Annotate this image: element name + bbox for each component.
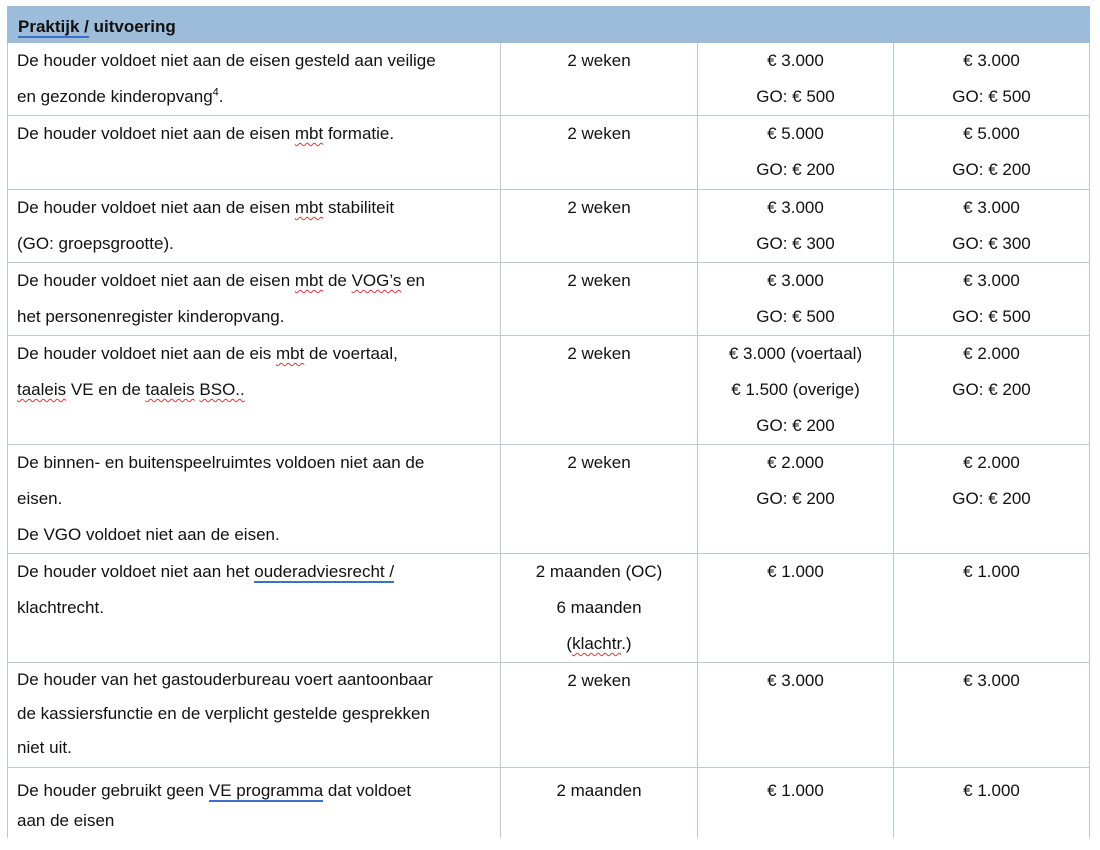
table-row xyxy=(8,116,1090,190)
violation-description: De houder voldoet niet aan de eis mbt de voertaal, taaleis VE en de taaleis BSO.. xyxy=(8,336,501,445)
table-row xyxy=(8,768,1090,838)
fine-amount-second: € 1.000 xyxy=(894,768,1090,838)
recovery-term: 2 weken xyxy=(501,663,698,768)
table-row xyxy=(8,554,1090,663)
recovery-term: 2 weken xyxy=(501,336,698,445)
fine-amount-second: € 1.000 xyxy=(894,554,1090,663)
sanctions-table xyxy=(7,6,1090,838)
fine-amount-first: € 2.000 GO: € 200 xyxy=(698,445,894,554)
footnote-ref: 4 xyxy=(212,86,219,99)
table-row xyxy=(8,43,1090,116)
table-row xyxy=(8,445,1090,554)
table-row xyxy=(8,263,1090,336)
section-title: Praktijk / uitvoering xyxy=(8,7,1090,43)
violation-description: De houder voldoet niet aan de eisen mbt de VOG’s en het personenregister kinderopvang. xyxy=(8,263,501,336)
recovery-term: 2 weken xyxy=(501,263,698,336)
violation-description: De houder voldoet niet aan de eisen gesteld aan veilige en gezonde kinderopvang$^4$. xyxy=(8,43,501,116)
fine-amount-second: € 2.000 GO: € 200 xyxy=(894,336,1090,445)
violation-description: De houder voldoet niet aan de eisen mbt stabiliteit (GO: groepsgrootte). xyxy=(8,190,501,263)
section-header-row xyxy=(8,7,1090,43)
recovery-term: 2 weken xyxy=(501,43,698,116)
fine-amount-second: € 3.000 GO: € 500 xyxy=(894,43,1090,116)
recovery-term: 2 maanden xyxy=(501,768,698,838)
fine-amount-second: € 3.000 GO: € 300 xyxy=(894,190,1090,263)
fine-amount-first: € 3.000 GO: € 500 xyxy=(698,43,894,116)
fine-amount-second: € 2.000 GO: € 200 xyxy=(894,445,1090,554)
table-row xyxy=(8,663,1090,768)
fine-amount-first: € 1.000 xyxy=(698,554,894,663)
table-row xyxy=(8,190,1090,263)
recovery-term: 2 weken xyxy=(501,190,698,263)
fine-amount-second: € 3.000 xyxy=(894,663,1090,768)
violation-description: De houder gebruikt geen VE programma dat voldoet aan de eisen xyxy=(8,768,501,838)
ouderadviesrecht-link[interactable]: ouderadviesrecht / xyxy=(254,562,395,581)
fine-amount-first: € 5.000 GO: € 200 xyxy=(698,116,894,190)
table-row xyxy=(8,336,1090,445)
fine-amount-first: € 3.000 GO: € 300 xyxy=(698,190,894,263)
violation-description: De binnen- en buitenspeelruimtes voldoen niet aan de eisen. De VGO voldoet niet aan de eisen. xyxy=(8,445,501,554)
fine-amount-first: € 3.000 GO: € 500 xyxy=(698,263,894,336)
ve-programma-link[interactable]: VE programma xyxy=(208,781,324,800)
fine-amount-first: € 3.000 xyxy=(698,663,894,768)
recovery-term: 2 weken xyxy=(501,116,698,190)
recovery-term: 2 weken xyxy=(501,445,698,554)
fine-amount-first: € 3.000 (voertaal) € 1.500 (overige) GO: € 200 xyxy=(698,336,894,445)
recovery-term: 2 maanden (OC) 6 maanden (klachtr.) xyxy=(501,554,698,663)
violation-description: De houder van het gastouderbureau voert aantoonbaar de kassiersfunctie en de verplicht gestelde gesprekken niet uit. xyxy=(8,663,501,768)
violation-description: De houder voldoet niet aan het ouderadviesrecht / klachtrecht. xyxy=(8,554,501,663)
fine-amount-second: € 3.000 GO: € 500 xyxy=(894,263,1090,336)
fine-amount-second: € 5.000 GO: € 200 xyxy=(894,116,1090,190)
fine-amount-first: € 1.000 xyxy=(698,768,894,838)
violation-description: De houder voldoet niet aan de eisen mbt formatie. xyxy=(8,116,501,190)
